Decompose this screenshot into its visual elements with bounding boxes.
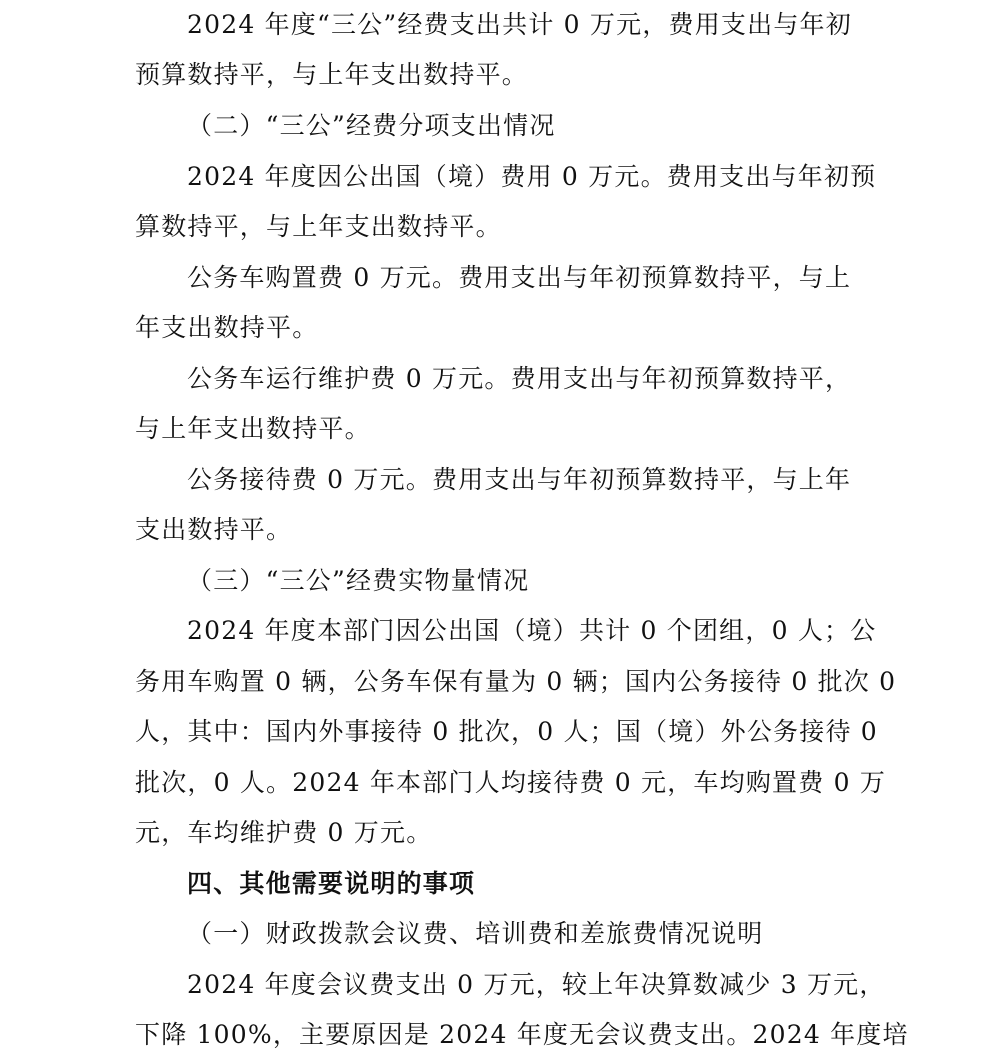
paragraph-line: 人，其中：国内外事接待 0 批次，0 人；国（境）外公务接待 0 [135,717,878,746]
paragraph-line: 批次，0 人。2024 年本部门人均接待费 0 元，车均购置费 0 万 [135,768,887,797]
paragraph-line: 公务接待费 0 万元。费用支出与年初预算数持平，与上年 [187,465,852,494]
paragraph-line: 公务车运行维护费 0 万元。费用支出与年初预算数持平， [187,364,852,393]
paragraph-line: 年支出数持平。 [135,313,319,342]
paragraph-line: 2024 年度“三公”经费支出共计 0 万元，费用支出与年初 [187,10,852,39]
paragraph-line: 2024 年度会议费支出 0 万元，较上年决算数减少 3 万元， [187,970,886,999]
section-heading: （三）“三公”经费实物量情况 [187,566,530,595]
paragraph-line: 元，车均维护费 0 万元。 [135,818,433,847]
chapter-heading: 四、其他需要说明的事项 [187,869,476,898]
paragraph-line: 预算数持平，与上年支出数持平。 [135,60,529,89]
section-heading: （二）“三公”经费分项支出情况 [187,111,556,140]
paragraph-line: 与上年支出数持平。 [135,414,371,443]
paragraph-line: 支出数持平。 [135,515,293,544]
paragraph-line: 公务车购置费 0 万元。费用支出与年初预算数持平，与上 [187,263,852,292]
paragraph-line: 2024 年度本部门因公出国（境）共计 0 个团组，0 人；公 [187,616,877,645]
paragraph-line: 下降 100%，主要原因是 2024 年度无会议费支出。2024 年度培 [135,1020,909,1049]
paragraph-line: 算数持平，与上年支出数持平。 [135,212,502,241]
paragraph-line: 务用车购置 0 辆，公务车保有量为 0 辆；国内公务接待 0 批次 0 [135,667,897,696]
paragraph-line: 2024 年度因公出国（境）费用 0 万元。费用支出与年初预 [187,162,877,191]
section-heading: （一）财政拨款会议费、培训费和差旅费情况说明 [187,919,764,948]
